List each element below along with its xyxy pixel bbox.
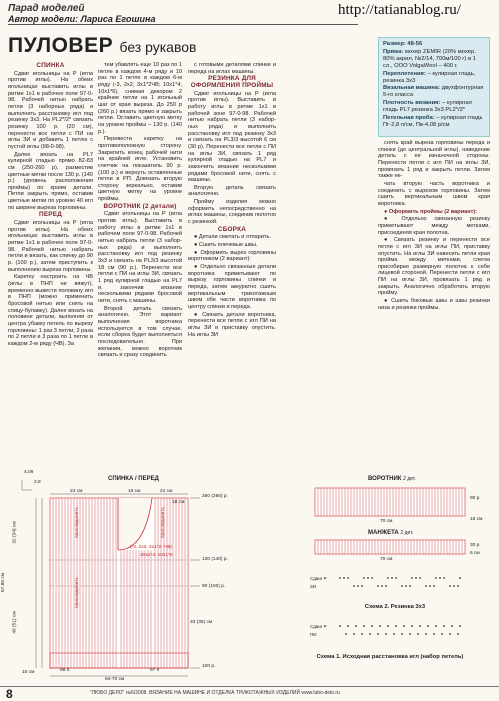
dim-h32: 32 (34) см [12,521,18,544]
seam-note-3: присоединить [75,576,81,609]
dim-rows-250: 250 (260) р. [202,494,228,499]
author-line: Автор модели: Лариса Егошина [8,14,358,25]
schema2-row-b: ЗИ [310,584,316,589]
collar-piece [315,488,465,516]
schema1-row-a: Сдвиг Р [310,624,327,629]
paragraph: Второй деталь связать аналогично. Этот вариант выполнения воротника используется в том случае, если сборка будет выполняться последовательно. При желании, можно воротник связать и сразу соединить [98,305,182,359]
paragraph: тем убавлять еще 10 раз по 1 петле в каждом 4-м ряду и 10 раз по 1 петле в каждом 6-м ряду (-3, 2х2, 3х1*2ЧВ; 10х1*4; 10х1*6), снимая декором 2 крайние петли на 1 игольный шаг от края выреза. До 250 р (260 р.) вязать прямо и закрыть петли. Оставить цветную метку на уровне проймы – 130 р. (140 р.). [98,62,182,135]
paragraph: ● Связать детали воротника, перенести все петли с игл ПИ на иглы ЗИ и приставку опустить. На иглы ЗИ [188,311,276,338]
schema-1-label: Схема 1. Исходная расстановка игл (набор петель) [316,654,464,660]
text-column-3 [188,62,276,470]
paragraph: ● Оформить проймы (2 вариант): [384,208,478,215]
dim-rows-100: 100 р. [202,664,216,669]
heading-front: ПЕРЕД [39,211,62,219]
heading-assembly: СБОРКА [217,225,247,233]
dim-collar-h: 18 см [470,517,483,522]
dim-h33: 33 (35) см [190,620,213,625]
dim-rows-90: 90 (100) р. [202,584,226,589]
paragraph: чать вторую часть воротника и соединить с вырезом горловины. Затем сшить вертикальным швом края воротника. [378,180,490,207]
dim-h67: 67,85 см [1,572,7,593]
dim-cuff-h: 6 см [470,551,480,556]
dim-w24b: 24 см [160,489,173,494]
spec-yarn-label: Пряжа: [383,48,404,55]
dim-h49: 49 (51) см [12,611,18,634]
neck-formula-2: 10х1*4; 10х1*6 [140,553,173,558]
dim-w97-right: 97 п [150,668,160,673]
diagram-collar-label [368,476,416,482]
paragraph: Сдвиг игольницы на Р (игла против иглы). На обеих игольницах выставить иглы в ритме 1х1 в рабочее поле 97-0-98. Рабочей нитью набрать петли (3 наборных ряда) и выполнить расстановку игл под резинку 3х3. На PL2*/2* связать резинку 100 р. (20 см), перенести все петли с ПИ на иглы ЗИ и добавить 1 петлю с пустой иглы (98-0-98). [8,70,93,150]
heading-collar: ВОРОТНИК (2 детали) [103,202,177,210]
paragraph: ● Сшить боковые швы и швы резинки низа и резинки проймы. [378,298,490,311]
paragraph: ● Отдельно связанную резинку приметывают между метками, присоединяя края полотна. [378,216,490,236]
schema1-row-c: ПИ [310,632,317,637]
collar-count: 2 дет. [403,476,416,482]
spec-density: – кулирная гладь PL7 резинка 3х3 PL2*/2* [383,100,472,114]
spec-weave-label: Переплетения: [383,70,426,77]
spec-size: Размер: 48-56 [383,41,423,47]
cuff-piece [315,540,465,554]
dim-cuff-rows: 30 р. [470,543,481,548]
spec-weave: – кулирная гладь, резинка 3х3 [383,70,476,84]
spec-density-label: Плотность вязания: [383,100,441,107]
schema-1-cast-on [339,625,461,635]
diagram-main-label: СПИНКА / ПЕРЕД [108,476,159,482]
paragraph: ● Отдельно связанные детали воротника приметывают по вырезу горловины спинки и переда, затем аккуратно сшить вертикальным трикотажным швом обе части воротника по центру спинки и переда. [188,264,276,310]
dim-cuff-width: 70 см [380,557,393,562]
paragraph: снять край выреза горловины переда и спинки (до центральной иглы), наведение деталь с ее изнаночной стороны. Перенести петли с игл ПИ на иглы ЗИ, провязать 1 ряд и закрыть петли. Затем также не- [378,140,490,180]
title-sub: без рукавов [119,39,197,55]
spec-box [378,37,490,137]
dim-collar-width: 70 см [380,519,393,524]
spec-loop-label: Петельная проба: [383,115,435,122]
spec-machine: двухфонтурная 5-го класса [383,85,484,99]
paragraph: Перевести каретку на противоположную сторону. Закрепить конец рабочей нити на крайней игле. Установить счетчик на показатель 90 р. (100 р.) и вернуть оставленные петли в РП. Довязать вторую сторону зеркально, оставив цветную метку на уровне проймы. [98,136,182,203]
diagram-cuff-label [368,530,413,536]
text-column-4 [378,140,490,465]
text-column-1 [8,62,93,470]
dim-h18: 18 см [172,500,185,505]
paragraph: Сдвиг игольницы на Р (игла против иглы). Выставить в работу иглы в ритме 1х1 в рабочем поле 97-0-98. Рабочей нитью набрать петли (3 наборных ряда) и выполнить расстановку игл под резинку 3х3 и связать на PL3/3 высотой 18 см (90 р.). Перенести все петли с ПИ на иглы ЗИ, связать 1 ряд кулирной гладью на PL7 и, закончив вязание несколькими рядами бросовой нити, снять с машины. [98,211,182,304]
spec-loop: – кулирная гладь Пг-2,8 п/см, Пв-4,08 р/см [383,115,483,128]
seam-note-2: присоединить [161,506,167,539]
schema2-row-a: Сдвиг Р [310,576,327,581]
paragraph: ● Сшить плечевые швы. [194,242,258,249]
footer-text: "ЛЮБО ДЕЛО" №6/2008. ВЯЗАНИЕ НА МАШИНЕ И ОТДЕЛКА ТРИКОТАЖНЫХ ИЗДЕЛИЙ www.lubo-delo.ru [90,690,340,696]
schema-2-rib [339,577,461,587]
schema-2-label: Схема 2. Резинка 3х3 [364,604,426,610]
page-title [8,34,196,58]
dim-top-left: 4,08 [24,470,34,475]
paragraph: Вторую деталь связать аналогично. [188,184,276,198]
dim-h10: 10 см [22,670,35,675]
dim-rows-130: 130 (140) р. [202,557,228,562]
dim-top-right: 2,8 [34,480,41,485]
dim-w24a: 24 см [70,489,83,494]
dim-w16: 16 см [128,489,141,494]
dim-w98-left: 98 п. [60,668,71,673]
paragraph: ● Оформить вырез горловины воротником (2 вариант): [188,249,276,263]
paragraph: Сдвиг игольницы на Р (игла против иглы). На обеих игольницах выставить иглы в ритме 1х1 в рабочее поле 97-0-98. Рабочей нитью набрать петли и вязать, как спинку до 90 р. (100 р.), затем приступить к выполнению выреза горловины. [8,220,93,273]
seam-note-1: присоединить [75,506,81,539]
site-url[interactable]: http://tatianablog.ru/ [338,2,461,18]
text-column-2 [98,62,182,470]
heading-armhole-rib: РЕЗИНКА ДЛЯ ОФОРМЛЕНИЯ ПРОЙМЫ [190,75,274,89]
paragraph: Каретку настроить на ЧВ (иглы в ПНП не вяжут), временно вывести половину игл в ПНП (можно применить бросовой нитью или снять на спицу-булавку). Далее вязать на половине детали, выполняя от центра убавку петель по вырезу горловины: 1 раз 3 петли, 2 раза по 2 петли и 3 раза по 1 петле в каждом 2-м ряду (ЧВ). За [8,274,93,347]
back-front-piece [50,498,188,668]
cuff-count: 2 дет. [400,530,414,536]
dim-collar-rows: 90 р. [470,496,481,501]
neck-formula: (-3, 2х2, 3х1*2 -ЧВ) [130,545,173,550]
paragraph: ● Детали сметать и отпарить. [194,234,271,241]
paragraph: Сдвиг игольницы на Р (игла против иглы). Выставить в работу иглы в ритме 1х1 в рабочей зоне 97-0-98. Рабочей нитью набрать петли (3 наборных ряда) и выполнить расстановку игл под резинку 3х3 и связать на PL3/3 высотой 6 см (30 р). Перенести все петли с ПИ на иглы ЗИ, связать 1 ряд кулирной гладью на PL7 и закончить вязание несколькими рядами бросовой нити, снять с машины. [188,90,276,184]
paragraph: Пройму изделия можно оформить непосредственно на иглах машины, соединив полотно с резинкой. [188,199,276,226]
page-number: 8 [6,687,13,701]
title-main: ПУЛОВЕР [8,34,114,57]
spec-machine-label: Вязальная машина: [383,85,441,92]
collar-label: ВОРОТНИК [368,476,402,482]
spec-yarn: мохер ZEMIR (20% мохер, 80% акрил, №2/14, 700м/100 г) в 1 сл., ООО VolgaWool – 400 г. [383,48,476,69]
paragraph: Далее вязать на PL7 кулирной гладью прямо 82-83 см (250-260 р), разместив цветные метки после 130 р. (140 р.) (уровень расположения проймы) по краям детали. Петли закрыть прямо, оставив цветные метки по уровню 40 игл по ширине выреза горловины. [8,151,93,211]
section-title: Парад моделей [8,3,85,14]
cuff-label: МАНЖЕТА [368,530,399,536]
dim-bottom: 64-70 см [105,677,125,682]
paragraph: ● Связать резинку и перенести все петли с игл ЗИ на иглы ПИ, приставку опустить. На иглы ЗИ навесить петли края пройма между метками, слегка присобирая разверную полотна к себе лицевой стороной. Перенести петли с игл ПИ на иглы ЗИ, провязать 1 ряд и закрыть. Аналогично обработать вторую пройму. [378,237,490,297]
heading-back: СПИНКА [36,62,65,69]
paragraph: с готовыми деталями спинки и переда на иглах машины. [188,62,276,75]
